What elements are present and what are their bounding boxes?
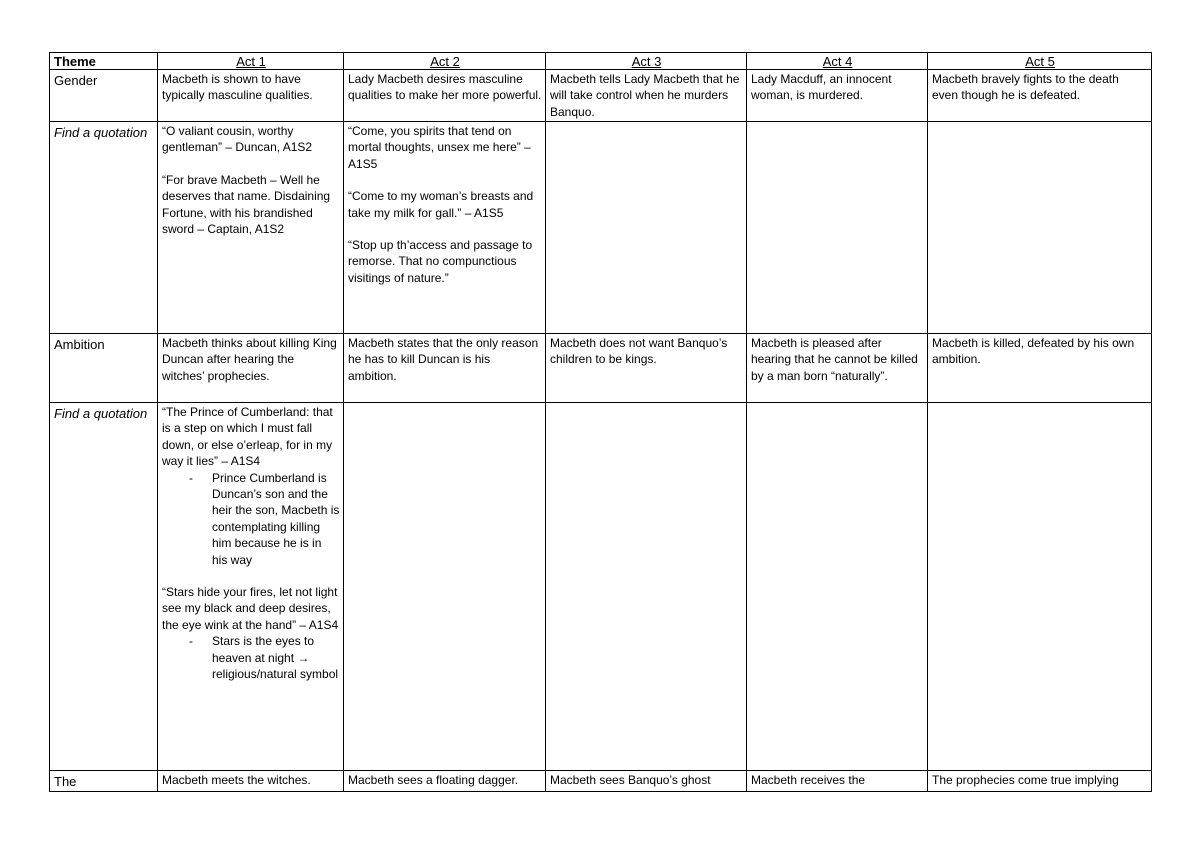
themes-table [49, 52, 1152, 792]
ambition-act-4: Macbeth is pleased after hearing that he cannot be killed by a man born “naturally”. [747, 334, 928, 403]
header-act-2: Act 2 [344, 53, 546, 70]
header-act-4: Act 4 [747, 53, 928, 70]
supernatural-act-5: The prophecies come true implying [928, 771, 1152, 792]
gender-quote-act-4 [747, 122, 928, 334]
supernatural-act-3: Macbeth sees Banquo’s ghost [546, 771, 747, 792]
row-label-supernatural: The [50, 771, 158, 792]
gender-act-2: Lady Macbeth desires masculine qualities to make her more powerful. [344, 70, 546, 122]
ambition-act-5: Macbeth is killed, defeated by his own ambition. [928, 334, 1152, 403]
row-label-gender: Gender [50, 70, 158, 122]
header-row [50, 53, 1152, 70]
ambition-quote-act-3 [546, 403, 747, 771]
list-item: - Stars is the eyes to heaven at night → religious/natural symbol [212, 633, 340, 682]
gender-act-3: Macbeth tells Lady Macbeth that he will take control when he murders Banquo. [546, 70, 747, 122]
header-act-3: Act 3 [546, 53, 747, 70]
supernatural-act-4: Macbeth receives the [747, 771, 928, 792]
gender-quote-act-3 [546, 122, 747, 334]
gender-act-5: Macbeth bravely fights to the death even though he is defeated. [928, 70, 1152, 122]
header-act-5: Act 5 [928, 53, 1152, 70]
quotation: “Come, you spirits that tend on mortal thoughts, unsex me here” – A1S5 [348, 124, 531, 171]
ambition-act-1: Macbeth thinks about killing King Duncan after hearing the witches’ prophecies. [158, 334, 344, 403]
supernatural-act-2: Macbeth sees a floating dagger. [344, 771, 546, 792]
row-label-ambition-quotation: Find a quotation [50, 403, 158, 771]
gender-act-1: Macbeth is shown to have typically masculine qualities. [158, 70, 344, 122]
supernatural-act-1: Macbeth meets the witches. [158, 771, 344, 792]
ambition-act-2: Macbeth states that the only reason he has to kill Duncan is his ambition. [344, 334, 546, 403]
quotation: “O valiant cousin, worthy gentleman” – Duncan, A1S2 [162, 124, 313, 155]
row-label-gender-quotation: Find a quotation [50, 122, 158, 334]
quotation: “Come to my woman’s breasts and take my milk for gall.” – A1S5 [348, 189, 534, 220]
header-act-1: Act 1 [158, 53, 344, 70]
header-theme: Theme [50, 53, 158, 70]
note-list [162, 633, 340, 682]
ambition-quote-act-1 [158, 403, 344, 771]
ambition-quote-act-4 [747, 403, 928, 771]
quotation: “Stars hide your fires, let not light see my black and deep desires, the eye wink at the hand” – A1S4 [162, 585, 339, 632]
ambition-act-3: Macbeth does not want Banquo’s children to be kings. [546, 334, 747, 403]
gender-quote-act-5 [928, 122, 1152, 334]
table-row [50, 70, 1152, 122]
ambition-quote-act-2 [344, 403, 546, 771]
gender-act-4: Lady Macduff, an innocent woman, is murdered. [747, 70, 928, 122]
ambition-quote-act-5 [928, 403, 1152, 771]
gender-quote-act-1 [158, 122, 344, 334]
list-item: - Prince Cumberland is Duncan’s son and the heir the son, Macbeth is contemplating killing him because he is in his way [212, 470, 340, 568]
table-row [50, 403, 1152, 771]
quotation: “For brave Macbeth – Well he deserves that name. Disdaining Fortune, with his brandished sword – Captain, A1S2 [162, 172, 331, 237]
table-row [50, 334, 1152, 403]
note-list [162, 470, 340, 568]
table-row [50, 122, 1152, 334]
gender-quote-act-2 [344, 122, 546, 334]
table-row [50, 771, 1152, 792]
quotation: “Stop up th’access and passage to remorse. That no compunctious visitings of nature.” [348, 238, 533, 285]
quotation: “The Prince of Cumberland: that is a step on which I must fall down, or else o’erleap, for in my way it lies” – A1S4 [162, 405, 333, 469]
row-label-ambition: Ambition [50, 334, 158, 403]
